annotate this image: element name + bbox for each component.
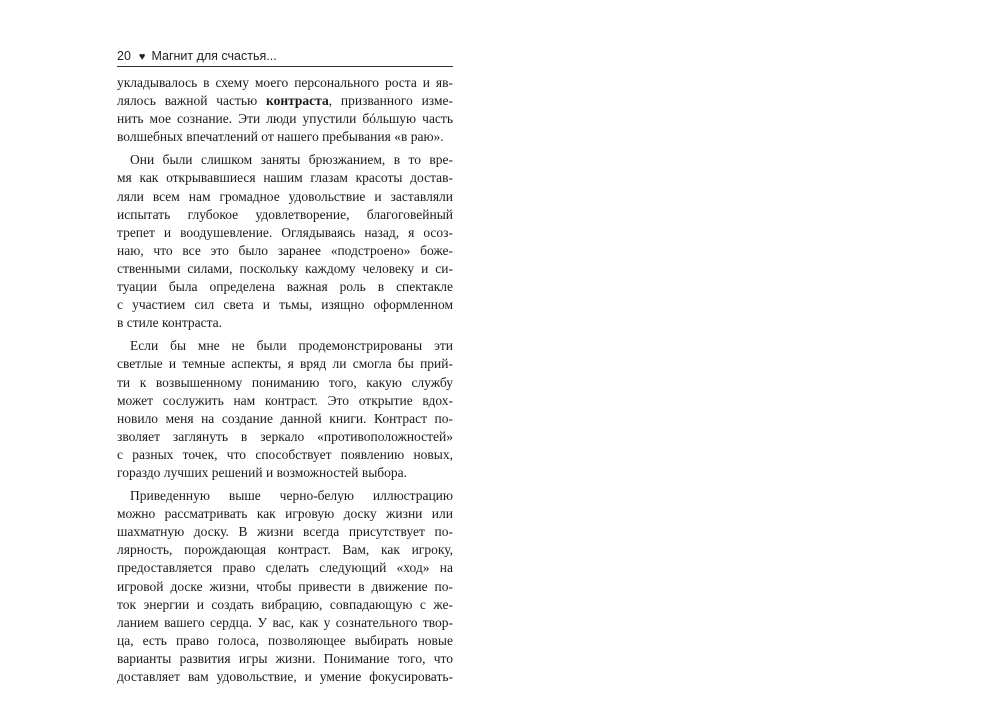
text-line: нить мое сознание. Эти люди упустили бóльшую часть bbox=[117, 111, 453, 127]
paragraph bbox=[117, 151, 453, 332]
text-line: может сослужить нам контраст. Это открытие вдох- bbox=[117, 392, 453, 408]
text-line: гораздо лучших решений и возможностей выбора. bbox=[117, 464, 408, 480]
text-line: ственными силами, поскольку каждому человеку и си- bbox=[117, 260, 453, 276]
text-line: светлые и темные аспекты, я вряд ли смогла бы прий- bbox=[117, 356, 453, 372]
text-segment: , призванного изме- bbox=[328, 93, 453, 109]
text-line: предоставляется право сделать следующий «ход» на bbox=[117, 560, 453, 576]
text-line: испытать глубокое удовлетворение, благоговейный bbox=[117, 206, 453, 222]
header-rule bbox=[117, 66, 453, 67]
text-line: варианты развития игры жизни. Понимание того, что bbox=[117, 650, 453, 666]
text-line: ти к возвышенному пониманию того, какую службу bbox=[117, 374, 453, 390]
text-line: доставляет вам удовольствие, и умение фокусировать- bbox=[117, 669, 453, 684]
emphasized-term: контраста bbox=[265, 93, 329, 109]
book-title: Магнит для счастья... bbox=[151, 49, 277, 63]
text-line: с разных точек, что способствует появлению новых, bbox=[117, 446, 453, 462]
text-line: Приведенную выше черно-белую иллюстрацию bbox=[130, 488, 453, 504]
text-line: укладывалось в схему моего персонального роста и яв- bbox=[117, 75, 453, 90]
text-line: новило меня на создание данной книги. Контраст по- bbox=[117, 410, 453, 426]
text-line: ца, есть право голоса, позволяющее выбирать новые bbox=[117, 632, 453, 648]
text-line: туации была определена важная роль в спектакле bbox=[117, 279, 453, 295]
text-line: мя как открывавшиеся нашим глазам красоты достав- bbox=[117, 170, 453, 186]
text-segment: лялось важной частью bbox=[117, 93, 266, 109]
text-line: можно рассматривать как игровую доску жизни или bbox=[117, 506, 453, 522]
paragraph bbox=[117, 337, 453, 482]
text-line: наю, что все это было заранее «подстроено» боже- bbox=[117, 242, 453, 258]
text-line: Если бы мне не были продемонстрированы эти bbox=[130, 338, 453, 354]
text-line: ток энергии и создать вибрацию, совпадающую с же- bbox=[117, 596, 453, 612]
text-line: трепет и воодушевление. Оглядываясь назад, я осоз- bbox=[117, 224, 453, 240]
text-line: лярность, порождающая контраст. Вам, как игроку, bbox=[117, 542, 453, 558]
body-text bbox=[117, 74, 453, 686]
text-line: в стиле контраста. bbox=[117, 315, 223, 331]
text-line: шахматную доску. В жизни всегда присутствует по- bbox=[117, 524, 453, 540]
text-line: волшебных впечатлений от нашего пребывания «в раю». bbox=[117, 129, 444, 145]
paragraph bbox=[117, 74, 453, 146]
running-header bbox=[117, 47, 453, 65]
page-number: 20 bbox=[117, 49, 131, 63]
text-line: Они были слишком заняты брюзжанием, в то вре- bbox=[130, 152, 453, 168]
text-line: ланием вашего сердца. У вас, как у сознательного твор- bbox=[117, 614, 453, 630]
paragraph bbox=[117, 487, 453, 686]
text-line: игровой доске жизни, чтобы привести в движение по- bbox=[117, 578, 453, 594]
text-line: с участием сил света и тьмы, изящно оформленном bbox=[117, 297, 453, 313]
text-line: ляли всем нам громадное удовольствие и заставляли bbox=[117, 188, 453, 204]
text-line bbox=[117, 92, 453, 110]
text-line: зволяет заглянуть в зеркало «противоположностей» bbox=[117, 428, 453, 444]
heart-icon: ♥ bbox=[138, 51, 146, 63]
